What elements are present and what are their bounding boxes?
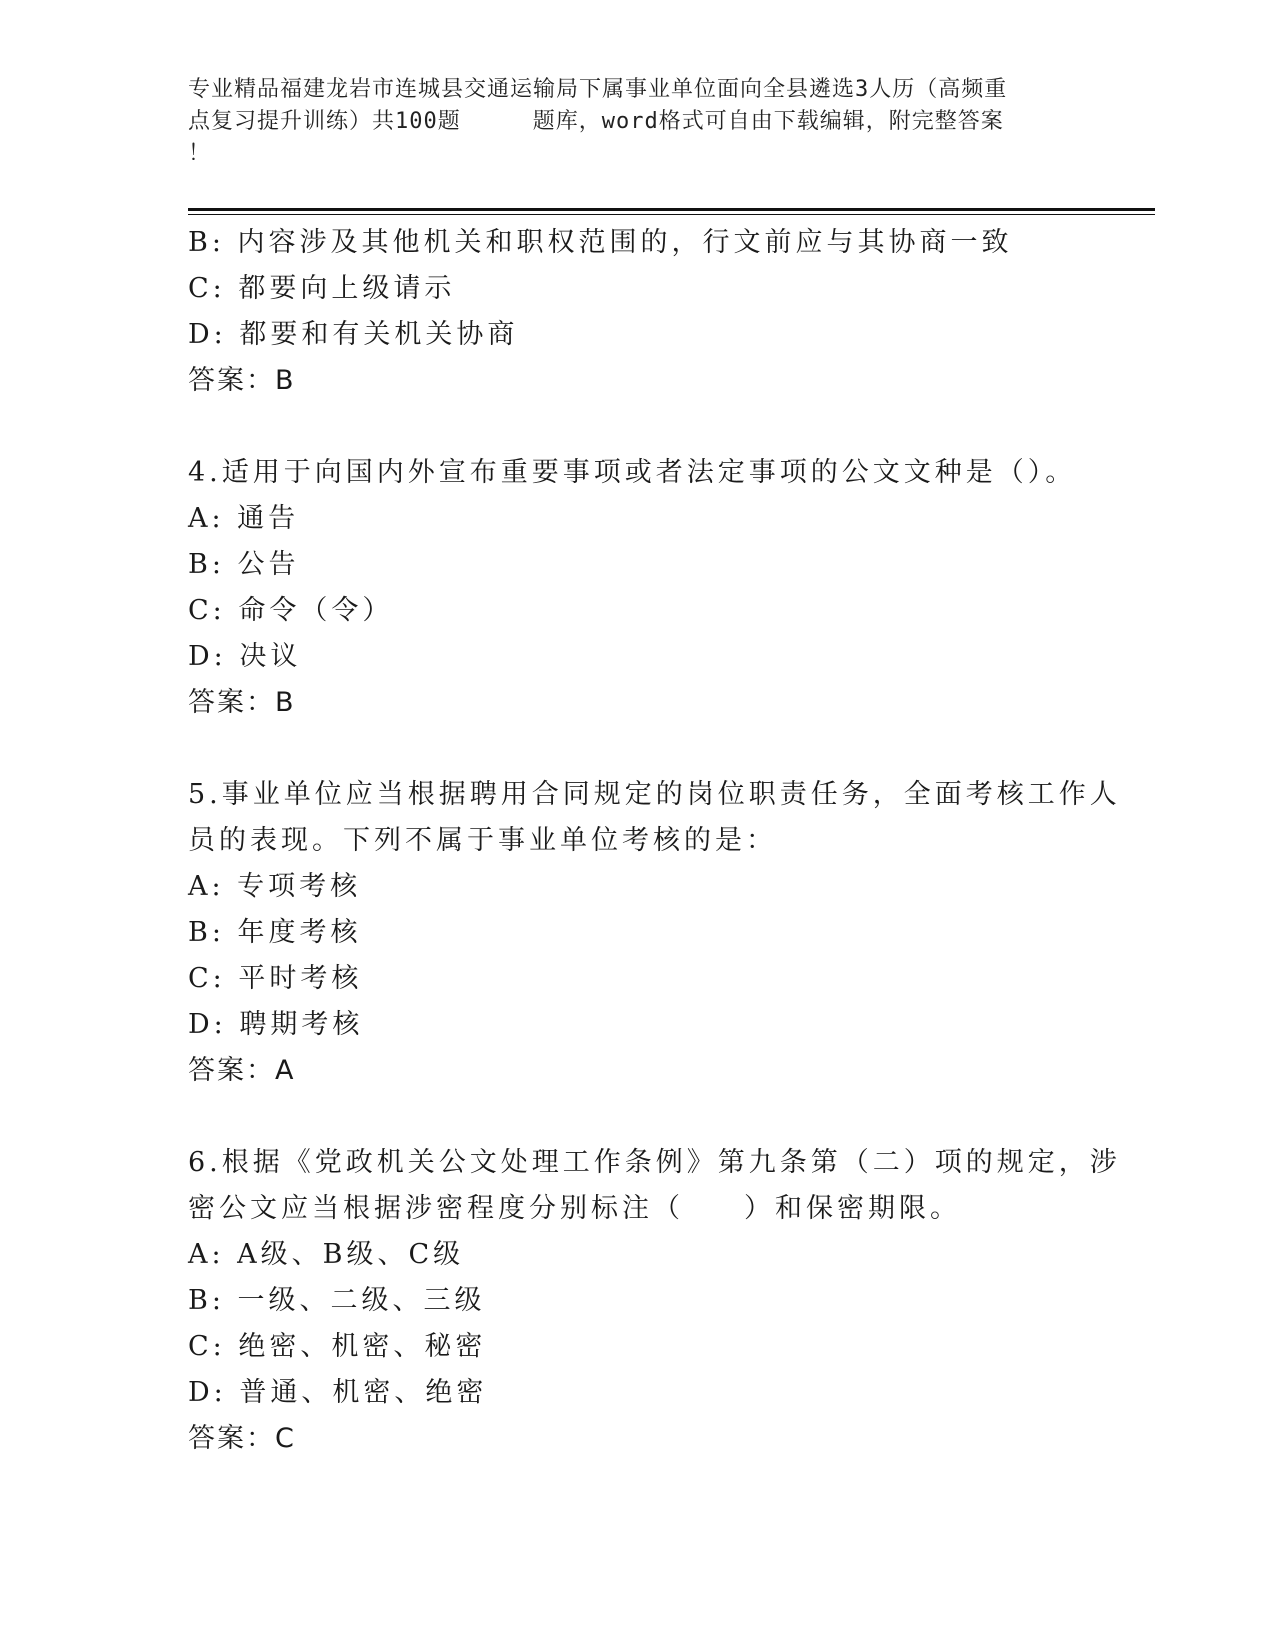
option-a: A: 专项考核	[188, 871, 362, 902]
option-c: C: 命令（令）	[188, 595, 394, 626]
question-3-tail	[188, 220, 1088, 404]
option-b: B: 公告	[188, 549, 300, 580]
question-text-line-1: 6.根据《党政机关公文处理工作条例》第九条第（二）项的规定，涉	[188, 1147, 1121, 1178]
header-line-3: ！	[188, 141, 212, 166]
question-text-line-2	[188, 1186, 1088, 1232]
option-a: A: A级、B级、C级	[188, 1239, 465, 1270]
answer-line: 答案：A	[188, 1055, 296, 1086]
question-list	[188, 220, 1121, 1462]
answer-line: 答案：C	[188, 1423, 296, 1454]
option-c: C: 平时考核	[188, 963, 363, 994]
answer-line: 答案：B	[188, 365, 296, 396]
question-5	[188, 772, 1121, 1094]
question-text-line-2: 员的表现。下列不属于事业单位考核的是：	[188, 825, 777, 856]
option-c: C: 都要向上级请示	[188, 273, 456, 304]
option-c: C: 绝密、机密、秘密	[188, 1331, 487, 1362]
header-divider-thin	[188, 214, 1155, 215]
option-a: A: 通告	[188, 503, 300, 534]
question-4	[188, 450, 1088, 726]
answer-line: 答案：B	[188, 687, 296, 718]
header-divider-thick	[188, 208, 1155, 211]
option-b: B: 年度考核	[188, 917, 362, 948]
question-text-line-2-part-b: ）和保密期限。	[744, 1193, 961, 1224]
question-text-line-2-part-a: 密公文应当根据涉密程度分别标注（	[188, 1193, 684, 1224]
option-d: D: 都要和有关机关协商	[188, 319, 519, 350]
option-b: B: 内容涉及其他机关和职权范围的，行文前应与其协商一致	[188, 227, 1013, 258]
question-6	[188, 1140, 1121, 1462]
option-b: B: 一级、二级、三级	[188, 1285, 486, 1316]
question-text-line-1: 5.事业单位应当根据聘用合同规定的岗位职责任务，全面考核工作人	[188, 779, 1121, 810]
header-line-2-part-b: 题库，word格式可自由下载编辑，附完整答案	[532, 109, 1004, 134]
option-d: D: 决议	[188, 641, 302, 672]
option-d: D: 聘期考核	[188, 1009, 364, 1040]
question-text: 4.适用于向国内外宣布重要事项或者法定事项的公文文种是（）。	[188, 457, 1077, 488]
option-d: D: 普通、机密、绝密	[188, 1377, 488, 1408]
header-line-1: 专业精品福建龙岩市连城县交通运输局下属事业单位面向全县遴选3人历（高频重	[188, 77, 1008, 102]
document-header	[188, 74, 1088, 170]
header-line-2	[188, 106, 1088, 138]
header-line-2-part-a: 点复习提升训练）共100题	[188, 109, 461, 134]
